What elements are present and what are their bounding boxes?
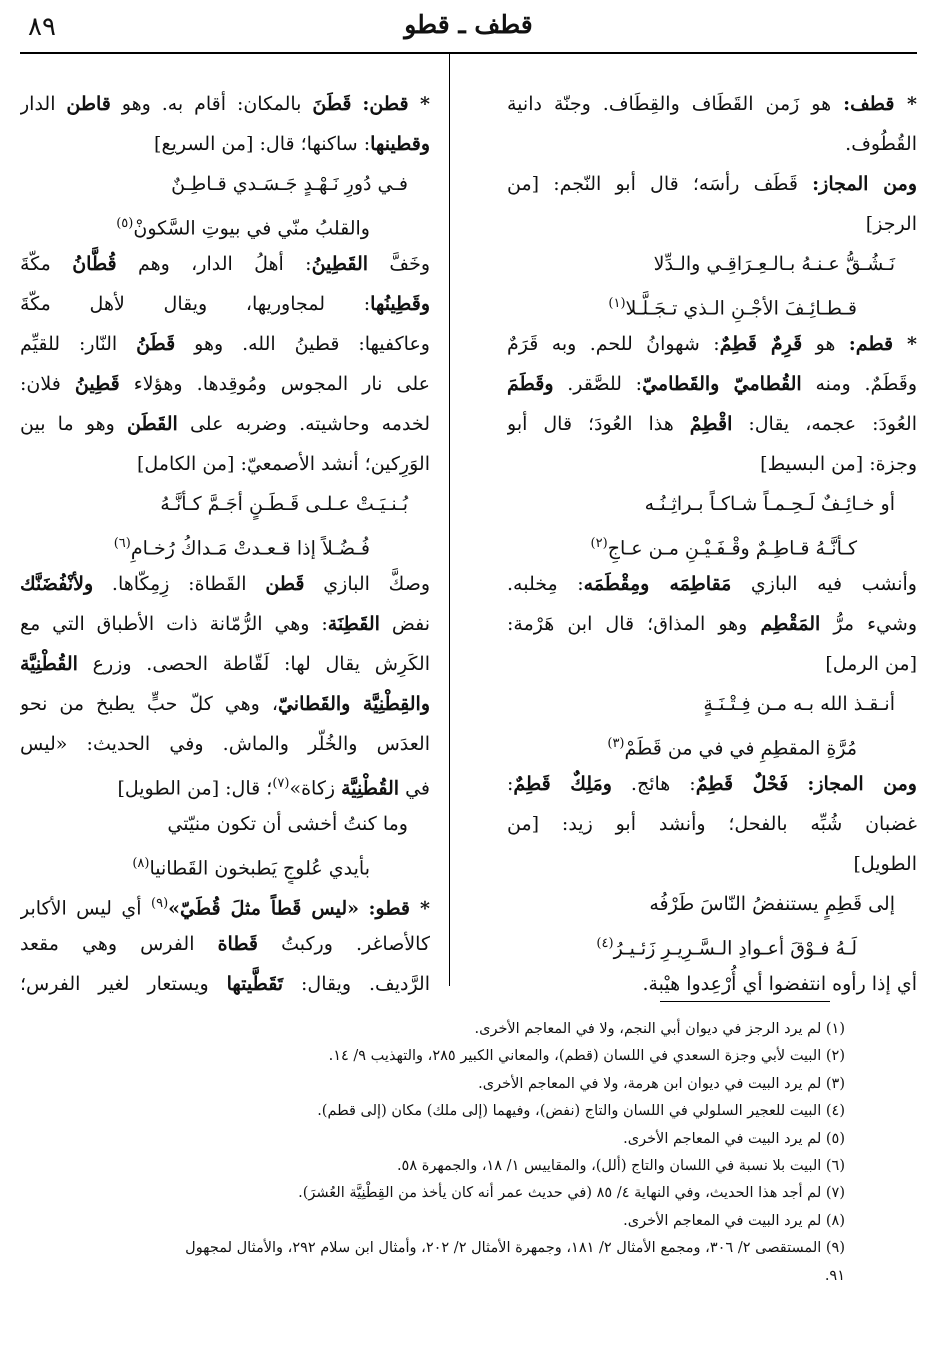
- text-line: [20, 324, 430, 364]
- text-run: [352, 93, 363, 115]
- text-run: أو خـائِـفٌ لَـحِـمـاً شـاكـاً بـراثِـنُـه: [644, 493, 895, 515]
- footnote-rule: [660, 1001, 830, 1002]
- text-line: [20, 124, 430, 164]
- headword: فَحْلٌ قَطِمٌ: [695, 773, 789, 795]
- footnote: (٦) البيت بلا نسبة في اللسان والتاج (ألل)، والمقاييس ١/ ١٨، والجمهرة ٥٨.: [396, 1157, 845, 1174]
- text-line: [507, 604, 917, 644]
- text-run: ؛ قال: [من الطويل]: [117, 777, 273, 800]
- footnote: (٧) لم أجد هذا الحديث، وفي النهاية ٤/ ٨٥ (في حديث عمر أنه كان يأخذ من القِطْنِيَّة العُشرَ).: [298, 1185, 845, 1202]
- text-run: هو: [802, 333, 849, 355]
- text-line: [20, 284, 430, 324]
- footnotes: [25, 1016, 845, 1290]
- column-divider: [449, 54, 450, 986]
- text-line: [507, 204, 917, 244]
- headword: القُطْنِيَّة: [20, 653, 78, 675]
- text-line: [20, 644, 430, 684]
- verse-line: [507, 524, 917, 564]
- text-line: [507, 324, 917, 364]
- text-run: أنـقـذ الله بـه مـن فِـتْـنَـةٍ: [703, 693, 895, 715]
- text-line: [20, 924, 430, 964]
- footnote: ٩١.: [824, 1267, 845, 1284]
- verse-line: [20, 844, 430, 884]
- verse-line: [507, 244, 917, 284]
- text-line: [20, 764, 430, 804]
- text-line: [507, 644, 917, 684]
- text-run: الوَرِكين؛ أنشد الأصمعيّ: [من الكامل]: [136, 453, 430, 475]
- text-run: كـأنَّـهُ قـاطِـمٌ وقْـفَـيْـنِ مـن عـاجِ: [607, 537, 857, 560]
- text-line: [20, 964, 430, 1004]
- text-run: أي ليس الأكابر: [20, 897, 152, 920]
- text-line: [20, 724, 430, 764]
- headword: * قطن:: [362, 93, 430, 115]
- footnote: (٩) المستقصى ٢/ ٣٠٦، ومجمع الأمثال ٢/ ١٨١، وجمهرة الأمثال ٢/ ٢٠٢، وأمثال ابن سلام ٢٩٢، والأمثال لمجهول: [185, 1240, 845, 1257]
- text-run: لَـهُ فـوْقَ أعـوادِ الـسَّـرِيـرِ زَئـيـرُ: [613, 937, 857, 960]
- headword: القَطِنَة: [327, 613, 380, 635]
- running-head: قطف ـ قطو: [404, 10, 533, 39]
- verse-line: [507, 684, 917, 724]
- text-line: [507, 964, 917, 1004]
- verse-line: [20, 484, 430, 524]
- text-line: [20, 404, 430, 444]
- headword: وقَطِينُها: [370, 293, 430, 315]
- headword: ومن المجاز:: [812, 173, 917, 195]
- text-run: مكّةَ: [20, 253, 73, 275]
- footnote: (١) لم يرد الرجز في ديوان أبي النجم، ولا في المعاجم الأخرى.: [474, 1021, 845, 1037]
- headword: وقطينها: [370, 133, 430, 155]
- text-line: [20, 884, 430, 924]
- footnote: (٣) لم يرد البيت في ديوان ابن هرمة، ولا في المعاجم الأخرى.: [478, 1075, 845, 1092]
- text-line: [507, 564, 917, 604]
- text-line: [507, 364, 917, 404]
- footnote-ref: (٧): [272, 776, 290, 791]
- text-line: [20, 684, 430, 724]
- right-column: [507, 84, 917, 1004]
- text-run: فـي دُورِ نَـهْـدٍ جَـسَـدي قـاطِـنٌ: [171, 173, 408, 195]
- text-run: وهو ما بين: [20, 413, 128, 435]
- text-run: أي إذا رأوه انتفضوا أي أُرْعِدوا هيْبة.: [642, 973, 917, 995]
- text-run: والقلبُ منّي في بيوتِ السَّكونْ: [133, 217, 370, 240]
- text-run: الرجز]: [865, 213, 917, 235]
- text-line: [20, 364, 430, 404]
- text-run: ، وهي كلّ حبٍّ يطبخ من نحو: [20, 693, 278, 715]
- headword: قَطَنَ: [312, 93, 352, 115]
- headword: القَطِينُ: [311, 253, 369, 275]
- text-run: بُـنـيَـتْ عـلـى قَـطَـنٍ أجَـمَّ كـأنَّـهُ: [160, 493, 408, 515]
- footnote-ref: (٨): [132, 856, 150, 871]
- text-run: وهو المذاق؛ قال ابن هَرْمة:: [507, 613, 761, 635]
- text-run: وما كنتُ أخشى أن تكون منيّتي: [167, 813, 408, 835]
- text-run: زكاة»: [289, 777, 342, 800]
- headword: * قطو:: [368, 897, 430, 920]
- text-run: قـطـائِـفَ الأجْـنِ الـذي تـجَـلَّـلا: [625, 297, 857, 320]
- text-line: [507, 444, 917, 484]
- verse-line: [20, 204, 430, 244]
- text-run: [788, 773, 807, 795]
- footnote-ref: (٤): [596, 936, 614, 951]
- text-run: وشيء مرُّ: [820, 613, 917, 635]
- headword: اقْطِمْ: [689, 413, 733, 435]
- text-run: الطويل]: [853, 853, 917, 875]
- text-run: الفرس وهي مقعد: [20, 933, 218, 955]
- text-run: : لمجاوريها، ويقال لأهل مكّةَ: [20, 293, 371, 315]
- text-run: لخدمه وحاشيته. وضربه على: [177, 413, 430, 435]
- footnote-ref: (٢): [590, 536, 608, 551]
- text-run: : ساكنها؛ قال: [من السريع]: [154, 133, 371, 155]
- text-run: وعاكفيها: قطينُ الله. وهو: [175, 333, 430, 355]
- text-run: : هائج.: [611, 773, 696, 795]
- headword: قُطَّانُ: [72, 253, 117, 275]
- text-run: : للصَّقر.: [553, 373, 643, 395]
- page-header: [0, 0, 937, 50]
- text-run: بالمكان: أقام به. وهو: [110, 93, 313, 115]
- text-run: القُطُوف.: [845, 133, 917, 155]
- headword: * قطم:: [848, 333, 917, 355]
- text-run: على نار المجوس ومُوقِدها. وهؤلاء: [119, 373, 430, 395]
- headword: والقِطْنِيَّة والقَطانيّ: [277, 693, 430, 715]
- text-run: : وهي الرُّمّانة ذات الأطباق التي مع: [20, 613, 328, 635]
- text-run: وقَطَمٌ. ومنه: [801, 373, 917, 395]
- text-run: النّار: للقيِّم: [20, 333, 137, 355]
- verse-line: [507, 924, 917, 964]
- text-run: الدار: [20, 93, 67, 115]
- headword: قَطِينُ: [74, 373, 120, 395]
- headword: قَطاة: [217, 933, 258, 955]
- footnote-ref: (١): [608, 296, 626, 311]
- text-line: [507, 844, 917, 884]
- headword: القُطاميّ والقَطاميّ: [642, 373, 802, 395]
- footnote-ref: (٦): [113, 536, 131, 551]
- headword: مَقاطِمَه ومِقْطَمَه: [583, 573, 732, 595]
- text-run: هذا العُودَ؛ قال أبو: [507, 413, 690, 435]
- text-line: [20, 84, 430, 124]
- text-line: [507, 84, 917, 124]
- text-run: ويستعار لغير الفرس؛: [20, 973, 227, 995]
- text-run: العدَس والخُلّر والماش. وفي الحديث: «ليس: [20, 733, 430, 755]
- text-run: وجزة: [من البسيط]: [760, 453, 917, 475]
- footnote: (٥) لم يرد البيت في المعاجم الأخرى.: [623, 1130, 845, 1147]
- headword: المَقْطِم: [760, 613, 821, 635]
- text-run: نَـشُـقُّ عـنـهُ بـالـعِـرَاقِـي والـدِّلا: [653, 253, 895, 275]
- text-line: [507, 124, 917, 164]
- text-line: [20, 444, 430, 484]
- verse-line: [20, 804, 430, 844]
- text-run: مُرَّةِ المقطِمِ في في من قَطَمْ: [624, 737, 857, 760]
- headword: * قطف:: [843, 93, 917, 115]
- headword: قَرِمٌ قَطِمٌ: [719, 333, 803, 355]
- headword: وقَطَمَ: [507, 373, 554, 395]
- verse-line: [507, 484, 917, 524]
- left-column: [20, 84, 430, 1004]
- verse-line: [507, 884, 917, 924]
- headword: قَطن: [265, 573, 305, 595]
- footnote: (٨) لم يرد البيت في المعاجم الأخرى.: [623, 1212, 845, 1229]
- footnote-ref: (٣): [607, 736, 625, 751]
- headword: القُطْنِيَّة: [341, 777, 400, 800]
- text-run: العُودَ: عجمه، يقال:: [732, 413, 917, 435]
- text-run: الكَرِش يقال لها: لَقّاطة الحصى. وزرع: [77, 653, 430, 675]
- page-number: ٨٩: [28, 12, 56, 42]
- headword: «ليس قَطاً مثلَ قُطَيّ»: [168, 897, 360, 920]
- text-run: هو زَمن القَطَاف والقِطَاف. وجنّة دانية: [507, 93, 844, 115]
- header-rule: [20, 52, 917, 54]
- headword: القَطَن: [127, 413, 178, 435]
- text-run: : شهوانُ للحم. وبه قَرَمٌ: [507, 333, 720, 355]
- text-run: [359, 897, 368, 919]
- text-run: :: [507, 773, 514, 795]
- text-run: غضبان شُبِّه بالفحل؛ وأنشد أبو زيد: [من: [507, 813, 917, 835]
- footnote: (٤) البيت للعجير السلولي في اللسان والتاج (نفض)، وفيهما (إلى ملك) مكان (إلى قطم).: [317, 1103, 845, 1120]
- text-run: نفض: [379, 613, 430, 635]
- text-run: كالأصاغر. وركبتُ: [258, 933, 430, 955]
- text-line: [20, 564, 430, 604]
- text-line: [507, 164, 917, 204]
- text-line: [20, 604, 430, 644]
- text-run: : مِخلبه.: [507, 573, 584, 595]
- text-run: فلان:: [20, 373, 75, 395]
- headword: قاطن: [66, 93, 111, 115]
- text-run: في: [399, 777, 430, 800]
- text-run: : أهلُ الدار، وهم: [116, 253, 312, 275]
- footnote: (٢) البيت لأبي وجزة السعدي في اللسان (قطم)، والمعاني الكبير ٢٨٥، والتهذيب ٩/ ١٤.: [328, 1048, 845, 1065]
- text-run: وخَفَّ: [368, 253, 430, 275]
- text-run: إلى قَطِمٍ يستنفضُ النّاسَ طَرْفُه: [649, 893, 895, 915]
- text-line: [20, 244, 430, 284]
- text-run: وأنشب فيه البازي: [731, 573, 917, 595]
- text-run: فُـضُـلاً إذا قـعـدتْ مَـداكُ رُخـامِ: [130, 537, 370, 560]
- verse-line: [20, 524, 430, 564]
- text-run: قَطَف رأسَه؛ قال أبو النّجم: [من: [507, 173, 813, 195]
- text-run: الرَّديف. ويقال:: [283, 973, 430, 995]
- text-run: بأيدي عُلوجٍ يَطبخون القَطانيا: [149, 857, 370, 880]
- headword: قَطَنُ: [136, 333, 176, 355]
- text-line: [507, 764, 917, 804]
- verse-line: [507, 284, 917, 324]
- text-line: [507, 804, 917, 844]
- verse-line: [20, 164, 430, 204]
- headword: ومن المجاز:: [807, 773, 917, 795]
- headword: تَقَطَّيتها: [226, 973, 284, 995]
- text-line: [507, 404, 917, 444]
- headword: ولأنْفُضَنَّك: [20, 573, 94, 595]
- footnote-ref: (٥): [116, 216, 134, 231]
- headword: ومَلِكٌ قَطِمٌ: [513, 773, 612, 795]
- text-run: [من الرمل]: [825, 653, 917, 675]
- footnote-ref: (٩): [151, 896, 169, 911]
- text-run: وصكَّ البازي: [304, 573, 430, 595]
- text-run: القَطاة: زِمِكّاها.: [93, 573, 266, 595]
- verse-line: [507, 724, 917, 764]
